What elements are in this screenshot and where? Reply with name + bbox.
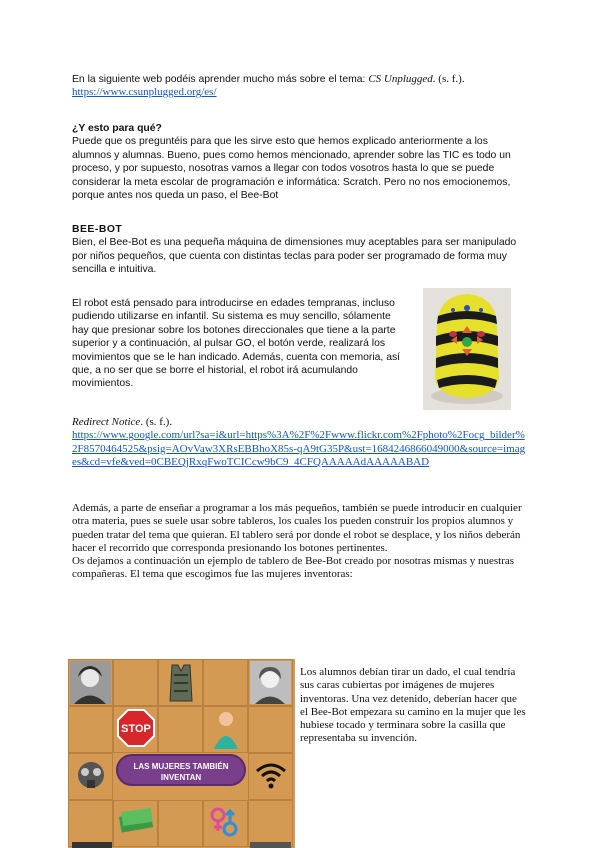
wifi-icon <box>254 757 288 791</box>
example-paragraph: Os dejamos a continuación un ejemplo de tablero de Bee-Bot creado por nosotras mismas y nuestras compañeras. El tema que escogimos fue las mujeres inventoras: <box>72 555 515 581</box>
redirect-title: Redirect Notice <box>72 416 141 428</box>
intro-line <box>72 73 528 86</box>
board-paragraph: Además, a parte de enseñar a programar a los más pequeños, también se puede introducir en cualquier otra materia, pues se suele usar sobre tableros, los cuales los pueden construir los propios alumnos y pueden tratar del tema que quieran. El tablero será por donde el robot se desplace, y los niños deberán hacer el recorrido que corresponda presionando los botones pertinentes. <box>72 502 522 554</box>
inventor-portrait-icon <box>250 661 291 704</box>
purpose-body: Puede que os preguntéis para que les sirve esto que hemos explicado anteriormente a los alumnos y alumnas. Bueno, pues como hemos mencionado, aprender sobre las TIC es todo un proceso, y por supuesto, nosotras vamos a llegar con todos vosotros hasta lo que se puede considerar la meta escolar de programación e informática: Scratch. Pero no nos emocionemos, porque antes nos queda un paso, el Bee-Bot <box>72 136 511 202</box>
inventor-figure-icon <box>211 709 241 749</box>
board-banner: LAS MUJERES TAMBIÉN INVENTAN <box>116 754 246 786</box>
intro-source-suffix: . (s. f.). <box>432 73 465 85</box>
board-paragraphs <box>72 502 528 582</box>
board-cell <box>248 800 293 847</box>
intro-text: En la siguiente web podéis aprender mucho más sobre el tema: <box>72 74 369 85</box>
redirect-suffix: . (s. f.). <box>140 416 173 428</box>
inventor-portrait-icon <box>70 661 111 704</box>
stop-sign-text: STOP <box>121 723 151 735</box>
beebot-heading: BEE-BOT <box>72 224 123 235</box>
beebot-board-image <box>68 659 295 848</box>
gas-mask-icon <box>72 756 110 794</box>
intro-reference <box>72 73 528 100</box>
csunplugged-link[interactable]: https://www.csunplugged.org/es/ <box>72 86 217 99</box>
board-cell <box>203 659 248 706</box>
purpose-heading: ¿Y esto para qué? <box>72 123 162 134</box>
board-cell <box>248 706 293 753</box>
gender-symbols-icon <box>208 803 240 843</box>
redirect-line <box>72 416 528 429</box>
section-beebot <box>72 223 528 277</box>
section-purpose <box>72 122 528 202</box>
board-caption <box>300 666 526 746</box>
flickr-redirect-link[interactable]: https://www.google.com/url?sa=i&url=https%3A%2F%2Fwww.flickr.com%2Fphoto%2Focg_bilder%2F8570464525&psig=AOvVaw3XRsEBBhoX85s-qA9tG35P&ust=1684246866049000&source=images&cd=vfe&ved=0CBEQjRxqFwoTCICcw9bC9_4CFQAAAAAdAAAAABAD <box>72 429 526 468</box>
money-icon <box>116 804 156 834</box>
board-row-edge <box>72 842 112 848</box>
board-cell <box>113 659 158 706</box>
stop-sign-icon <box>116 708 156 748</box>
board-cell <box>158 800 203 847</box>
board-caption-text: Los alumnos debían tirar un dado, el cual tendría sus caras cubiertas por imágenes de mujeres inventoras. Una vez detenido, deberían hacer que el Bee-Bot empezara su camino en la mujer que les hubiese tocado y terminara sobre la casilla que representaba su invención. <box>300 666 526 745</box>
beebot-illustration <box>423 288 511 410</box>
board-cell <box>68 800 113 847</box>
beebot-photo <box>423 288 511 410</box>
kevlar-vest-icon <box>168 663 194 703</box>
beebot-body-2: El robot está pensado para introducirse en edades tempranas, incluso pudiendo utilizarse en infantil. Su sistema es muy sencillo, sólamente hay que presionar sobre los botones direccionales que tiene a la parte superior y a continuación, al pulsar GO, el botón verde, realizará los movimientos que se le han indicado. Además, cuenta con memoria, así que, a no ser que se borre el historial, el robot irá acumulando movimientos. <box>72 298 401 390</box>
board-cell <box>158 706 203 753</box>
board-cell <box>68 706 113 753</box>
intro-source-title: CS Unplugged <box>368 73 433 85</box>
board-row-edge <box>250 842 291 848</box>
redirect-reference <box>72 416 528 469</box>
beebot-body-1: Bien, el Bee-Bot es una pequeña máquina de dimensiones muy aceptables para ser manipulado por niños pequeños, que cuenta con distintas teclas para poder ser programado de forma muy sencilla e intuitiva. <box>72 237 517 276</box>
beebot-description <box>72 297 402 391</box>
